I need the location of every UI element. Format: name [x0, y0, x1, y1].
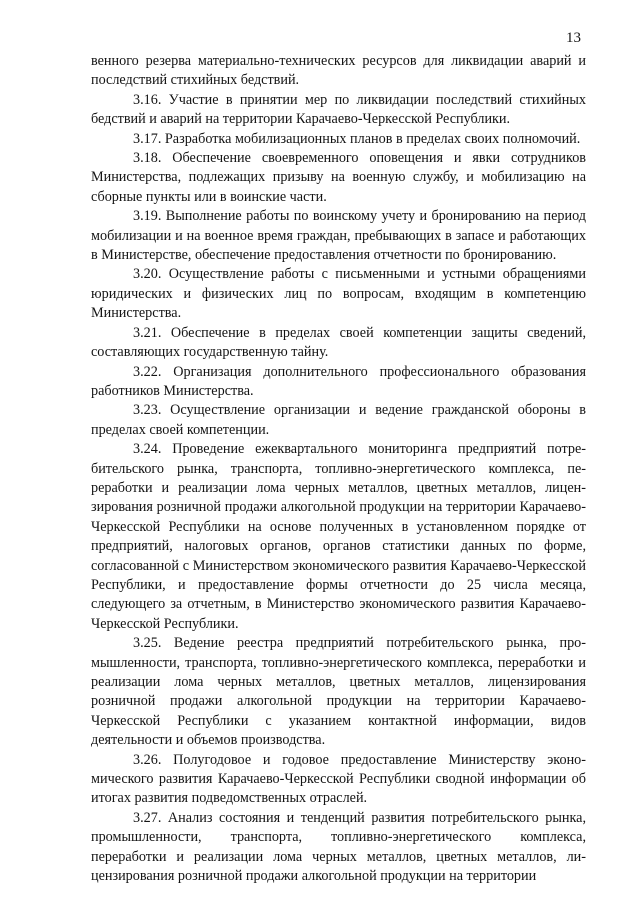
paragraph-3-25: 3.25. Ведение реестра предприятий потребительского рынка, промышленности, транспорта, топливно-энергетического комплекса, переработки и реализации лома черных металлов, цветных металлов, лицензирования розничной продажи алкогольной продукции на территории Карачаево-Черкесской Республики с указанием контактной информации, видов деятельности и объемов производства. [91, 635, 586, 749]
paragraph-3-19: 3.19. Выполнение работы по воинскому учету и бронированию на период мобилизации и на военное время граждан, пребывающих в запасе и работающих в Министерстве, обеспечение предоставления отчетности по бронированию. [91, 208, 586, 264]
paragraph-3-16: 3.16. Участие в принятии мер по ликвидации последствий стихийных бедствий и аварий на территории Карачаево-Черкесской Республики. [91, 91, 586, 128]
paragraph-3-23: 3.23. Осуществление организации и ведение гражданской обороны в пределах своей компетенции. [91, 402, 586, 438]
page-number: 13 [566, 30, 581, 46]
document-body [91, 52, 586, 886]
paragraph-3-27: 3.27. Анализ состояния и тенденций развития потребительского рынка, промышленности, транспорта, топливно-энергетического комплекса, переработки и реализации лома черных металлов, цветных металлов, лицензирования розничной продажи алкогольной продукции на территории [91, 809, 586, 885]
paragraph-3-22: 3.22. Организация дополнительного профессионального образования работников Министерства. [91, 363, 586, 399]
paragraph-3-26: 3.26. Полугодовое и годовое предоставление Министерству экономического развития Карачаево-Черкесской Республики сводной информации об итогах развития подведомственных отраслей. [91, 751, 586, 807]
paragraph-3-17: 3.17. Разработка мобилизационных планов в пределах своих полномочий. [133, 130, 581, 147]
paragraph-continuation: венного резерва материально-технических ресурсов для ликвидации аварий и последствий стихийных бедствий. [91, 53, 586, 89]
paragraph-3-21: 3.21. Обеспечение в пределах своей компетенции защиты сведений, составляющих государственную тайну. [91, 324, 586, 361]
paragraph-3-18: 3.18. Обеспечение своевременного оповещения и явки сотрудников Министерства, подлежащих призыву на военную службу, и мобилизацию на сборные пункты или в воинские части. [91, 150, 586, 205]
paragraph-3-24: 3.24. Проведение ежеквартального мониторинга предприятий потребительского рынка, транспорта, топливно-энергетического комплекса, переработки и реализации лома черных металлов, цветных металлов, лицензирования розничной продажи алкогольной продукции на территории Карачаево-Черкесской Республики на основе полученных в установленном порядке от предприятий, налоговых органов, органов статистики данных по форме, согласованной с Министерством экономического развития Карачаево-Черкесской Республики, и предоставление формы отчетности до 25 числа месяца, следующего за отчетным, в Министерство экономического развития Карачаево-Черкесской Республики. [91, 441, 586, 632]
paragraph-3-20: 3.20. Осуществление работы с письменными и устными обращениями юридических и физических лиц по вопросам, входящим в компетенцию Министерства. [91, 266, 586, 322]
